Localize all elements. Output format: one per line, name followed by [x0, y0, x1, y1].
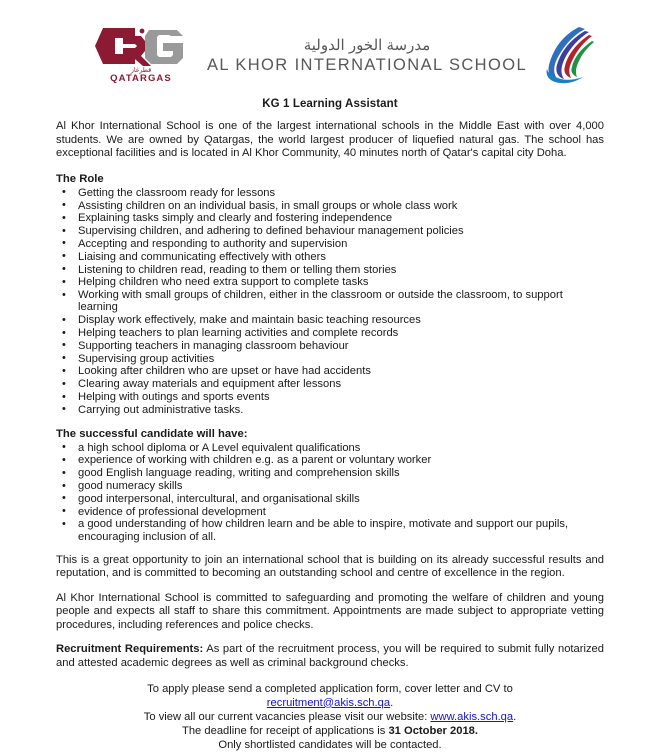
- qatargas-qg-monogram-icon: [89, 24, 193, 68]
- recruitment-email-link[interactable]: recruitment@akis.sch.qa: [266, 696, 391, 709]
- list-item: • Supervising children, and adhering to defined behaviour management policies: [56, 225, 604, 237]
- school-name-english: AL KHOR INTERNATIONAL SCHOOL: [206, 55, 528, 74]
- application-footer: [56, 682, 604, 752]
- document-header: [56, 0, 604, 92]
- list-item: • experience of working with children e.g. as a parent or voluntary worker: [56, 454, 604, 466]
- opportunity-paragraph: This is a great opportunity to join an international school that is building on its already successful results and reputation, and is committed to becoming an outstanding school and centre of excellence in the region.: [56, 553, 604, 580]
- list-item: • Carrying out administrative tasks.: [56, 404, 604, 416]
- list-item: • Clearing away materials and equipment after lessons: [56, 378, 604, 390]
- role-list: [56, 187, 604, 416]
- recruitment-requirements-label: Recruitment Requirements:: [56, 643, 204, 656]
- qatargas-wordmark: QATARGAS: [110, 73, 172, 84]
- list-item: • Accepting and responding to authority and supervision: [56, 238, 604, 250]
- apply-line: To apply please send a completed application form, cover letter and CV to: [147, 682, 513, 695]
- list-item: • evidence of professional development: [56, 506, 604, 518]
- qatargas-logo: [89, 24, 193, 86]
- akis-flame-ribbon-logo-icon: [539, 25, 595, 85]
- shortlist-line: Only shortlisted candidates will be contacted.: [218, 738, 442, 751]
- school-name-block: [207, 36, 527, 75]
- list-item: • a good understanding of how children learn and be able to inspire, motivate and support our pupils, encouraging inclusion of all.: [56, 518, 604, 543]
- vacancies-prefix: To view all our current vacancies please visit our website:: [143, 710, 431, 723]
- page-title: KG 1 Learning Assistant: [262, 98, 398, 110]
- recruitment-paragraph: [56, 643, 604, 670]
- list-item: • Helping children who need extra support to complete tasks: [56, 276, 604, 288]
- list-item: • good numeracy skills: [56, 480, 604, 492]
- list-item: • Listening to children read, reading to them or telling them stories: [56, 264, 604, 276]
- deadline-prefix: The deadline for receipt of applications is: [181, 724, 389, 737]
- role-heading: The Role: [56, 172, 104, 185]
- list-item: • a high school diploma or A Level equivalent qualifications: [56, 442, 604, 454]
- email-line: [56, 696, 604, 710]
- list-item: • Liaising and communicating effectively with others: [56, 251, 604, 263]
- list-item: • Getting the classroom ready for lessons: [56, 187, 604, 199]
- website-trailing-period: .: [513, 710, 517, 723]
- deadline-date: 31 October 2018.: [388, 724, 479, 737]
- candidate-heading: The successful candidate will have:: [56, 427, 248, 440]
- candidate-list: [56, 442, 604, 543]
- list-item: • Helping teachers to plan learning activities and complete records: [56, 327, 604, 339]
- school-name-arabic: مدرسة الخور الدولية: [303, 36, 431, 54]
- list-item: • Looking after children who are upset or have had accidents: [56, 365, 604, 377]
- list-item: • Explaining tasks simply and clearly and fostering independence: [56, 212, 604, 224]
- list-item: • Assisting children on an individual basis, in small groups or whole class work: [56, 200, 604, 212]
- vacancies-line: [56, 710, 604, 724]
- email-trailing-period: .: [390, 696, 394, 709]
- qatargas-arabic-text: قطرغاز: [130, 67, 152, 74]
- deadline-line: [56, 724, 604, 738]
- list-item: • Supervising group activities: [56, 353, 604, 365]
- school-website-link[interactable]: www.akis.sch.qa: [430, 710, 514, 723]
- list-item: • good interpersonal, intercultural, and organisational skills: [56, 493, 604, 505]
- list-item: • Helping with outings and sports events: [56, 391, 604, 403]
- list-item: • good English language reading, writing and comprehension skills: [56, 467, 604, 479]
- recruitment-requirements-text: As part of the recruitment process, you will be required to submit fully notarized and attested academic degrees as well as criminal background checks.: [56, 643, 604, 670]
- intro-paragraph: Al Khor International School is one of the largest international schools in the Middle East with over 4,000 students. We are owned by Qatargas, the world largest producer of liquefied natural gas. The school has exceptional facilities and is located in Al Khor Community, 40 minutes north of Qatar's capital city Doha.: [56, 120, 604, 160]
- safeguarding-paragraph: Al Khor International School is committed to safeguarding and promoting the welfare of children and young people and expects all staff to share this commitment. Appointments are made subject to appropriate vetting procedures, including references and police checks.: [56, 591, 604, 631]
- list-item: • Working with small groups of children, either in the classroom or outside the classroom, to support learning: [56, 289, 604, 314]
- list-item: • Display work effectively, make and maintain basic teaching resources: [56, 314, 604, 326]
- list-item: • Supporting teachers in managing classroom behaviour: [56, 340, 604, 352]
